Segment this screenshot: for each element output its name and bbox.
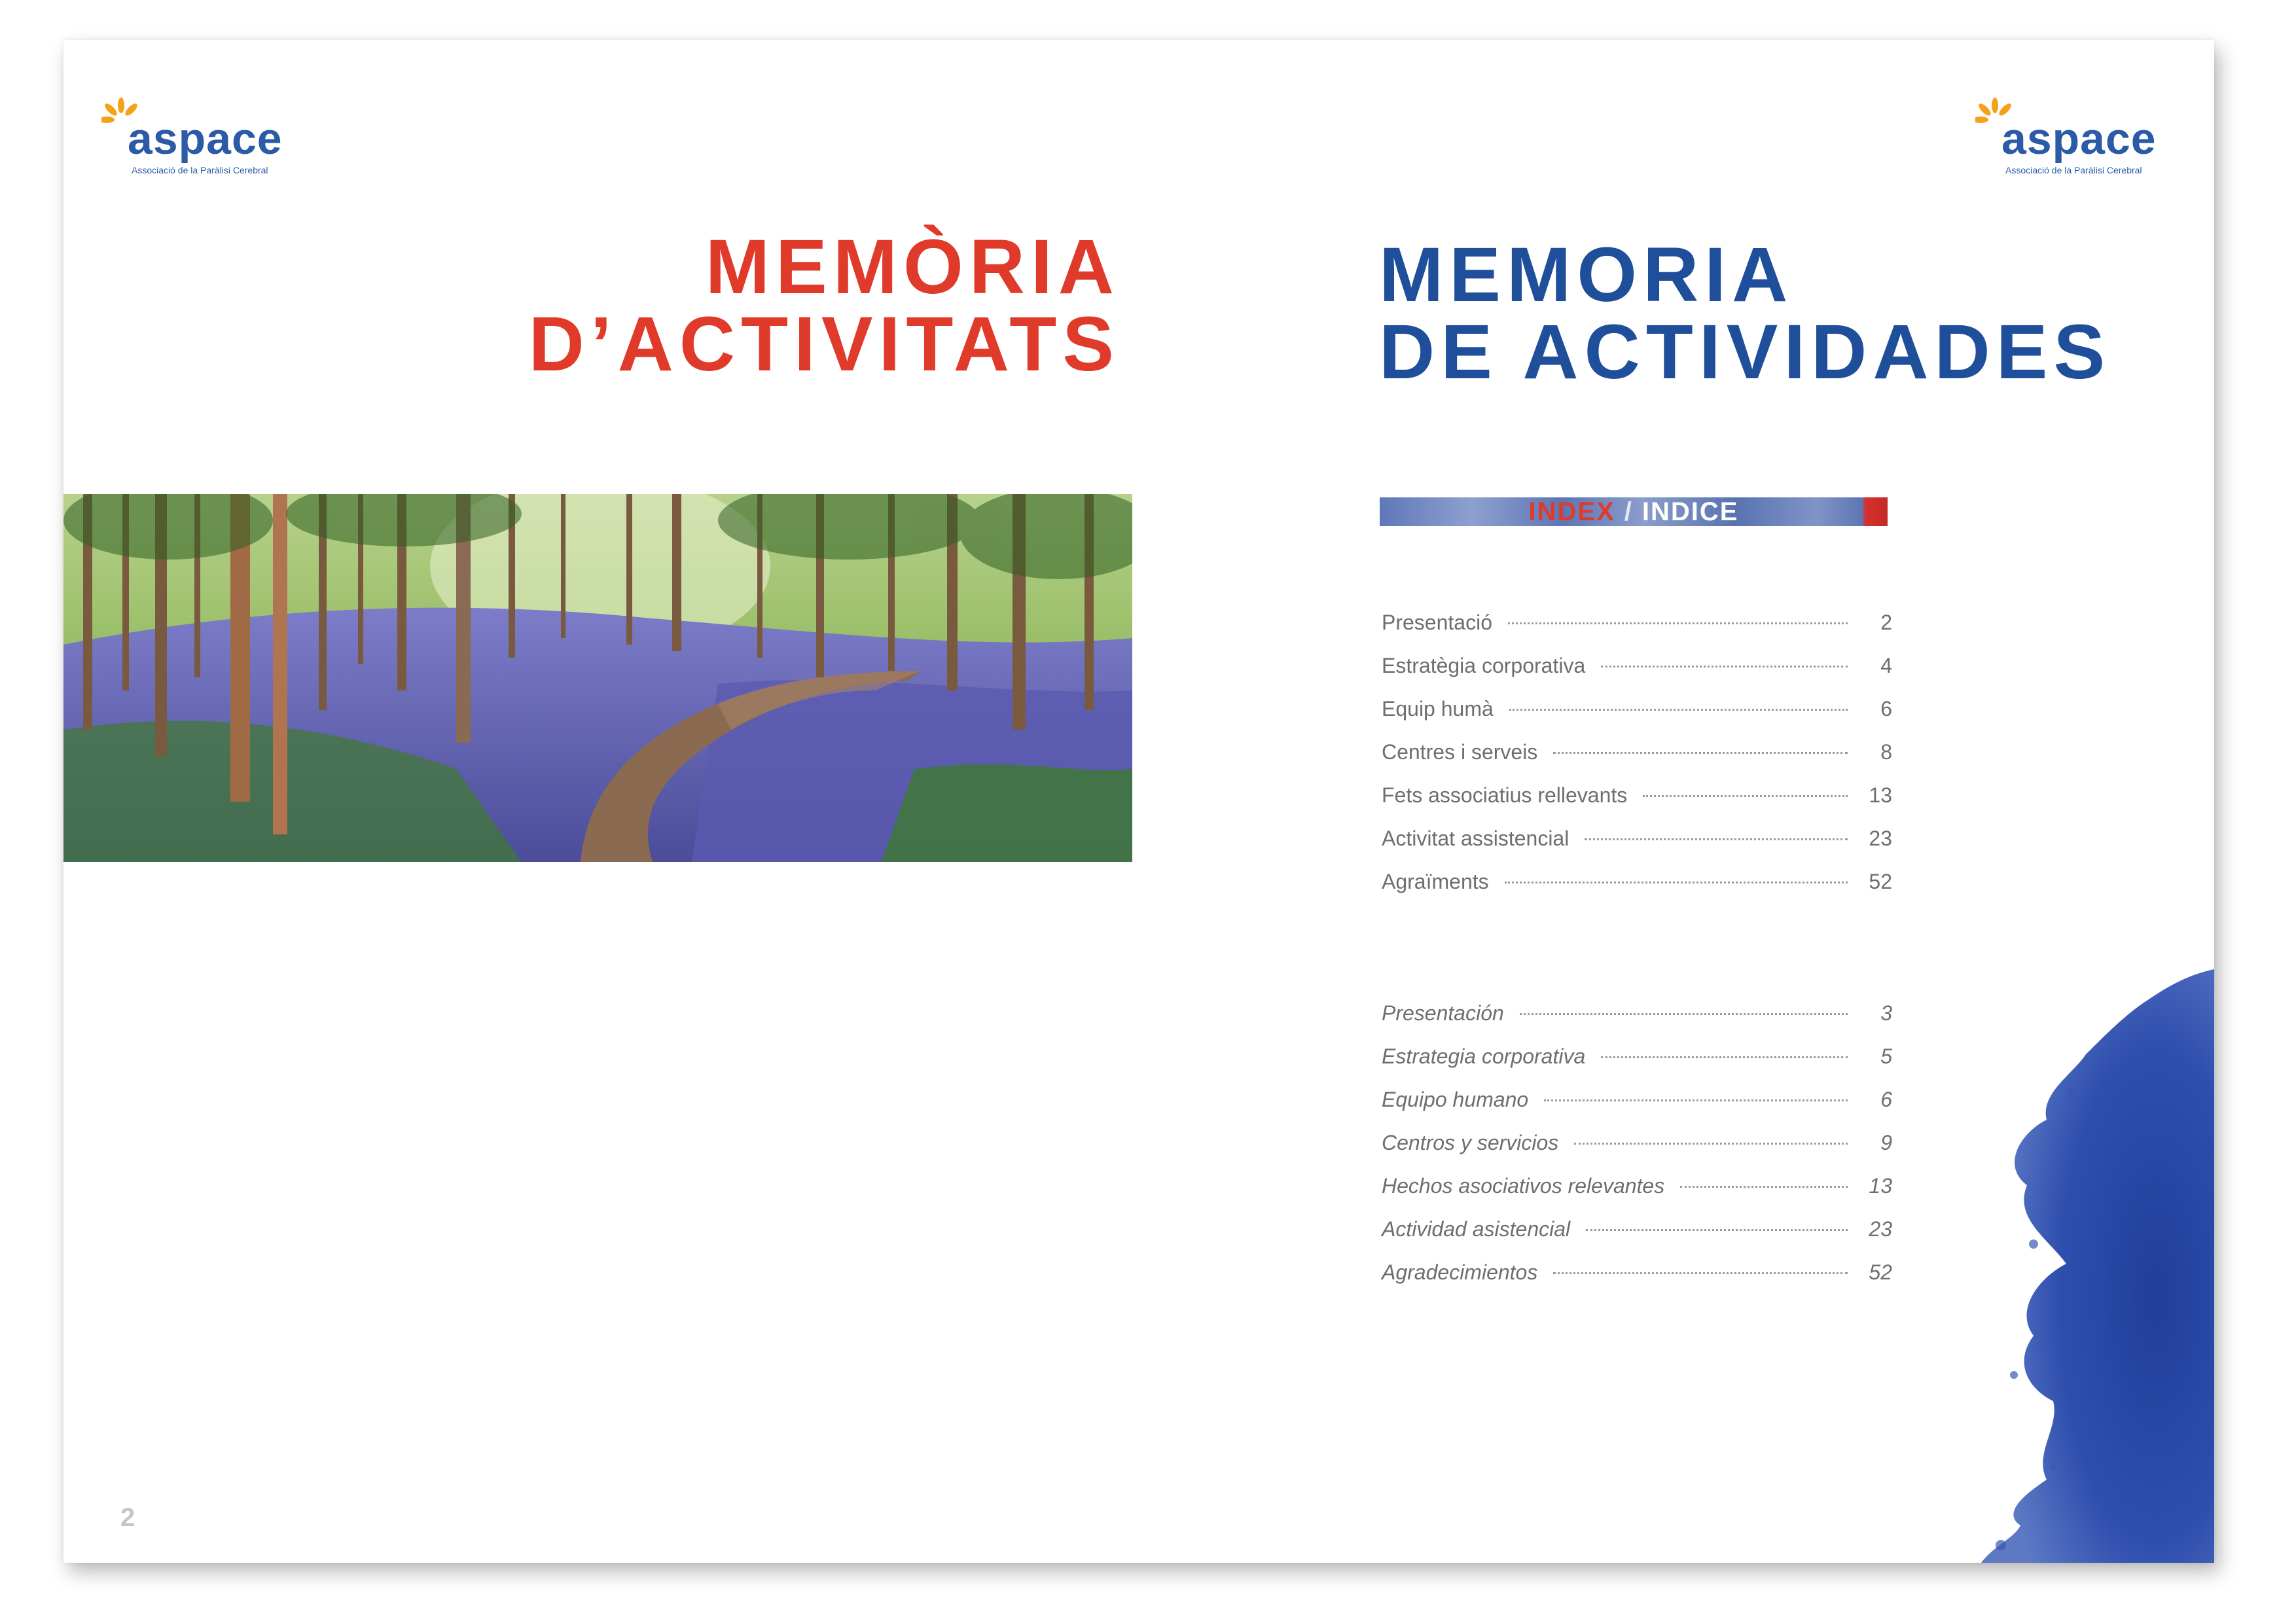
toc-leader-dots bbox=[1505, 882, 1848, 883]
toc-spanish bbox=[1382, 1001, 1892, 1304]
toc-entry-page: 13 bbox=[1869, 783, 1892, 807]
logo-tagline: Associació de la Paràlisi Cerebral bbox=[2005, 165, 2142, 175]
index-banner bbox=[1380, 497, 1888, 526]
title-line-1: MEMORIA bbox=[1379, 232, 1794, 318]
toc-leader-dots bbox=[1544, 1099, 1848, 1101]
toc-entry-label: Estratègia corporativa bbox=[1382, 654, 1586, 677]
logo-tagline: Associació de la Paràlisi Cerebral bbox=[132, 165, 268, 175]
toc-entry-label: Hechos asociativos relevantes bbox=[1382, 1174, 1665, 1198]
title-line-1: MEMÒRIA bbox=[705, 224, 1120, 310]
toc-entry-page: 2 bbox=[1880, 611, 1892, 634]
toc-leader-dots bbox=[1553, 752, 1848, 754]
toc-leader-dots bbox=[1643, 795, 1848, 797]
toc-entry[interactable] bbox=[1382, 1001, 1892, 1044]
toc-entry-page: 52 bbox=[1869, 870, 1892, 893]
toc-entry-page: 23 bbox=[1869, 827, 1892, 850]
toc-entry[interactable] bbox=[1382, 783, 1892, 827]
toc-entry[interactable] bbox=[1382, 870, 1892, 913]
title-line-2: D’ACTIVITATS bbox=[528, 301, 1120, 387]
logo-wordmark: aspace bbox=[128, 114, 283, 164]
toc-entry-label: Equipo humano bbox=[1382, 1088, 1529, 1111]
toc-entry-label: Presentació bbox=[1382, 611, 1492, 634]
toc-entry[interactable] bbox=[1382, 1131, 1892, 1174]
toc-entry-label: Centros y servicios bbox=[1382, 1131, 1559, 1154]
index-label-catalan: INDEX bbox=[1528, 497, 1615, 526]
toc-entry-page: 6 bbox=[1880, 1088, 1892, 1111]
toc-leader-dots bbox=[1553, 1272, 1848, 1274]
toc-entry-page: 8 bbox=[1880, 740, 1892, 764]
toc-entry-label: Fets associatius rellevants bbox=[1382, 783, 1628, 807]
toc-entry-page: 23 bbox=[1869, 1217, 1892, 1241]
bluebell-forest-photo bbox=[63, 494, 1132, 862]
toc-entry-label: Centres i serveis bbox=[1382, 740, 1538, 764]
toc-entry-page: 5 bbox=[1880, 1044, 1892, 1068]
aspace-logo-left bbox=[101, 98, 298, 196]
toc-entry-page: 52 bbox=[1869, 1260, 1892, 1284]
aspace-logo-right bbox=[1975, 98, 2172, 196]
toc-entry[interactable] bbox=[1382, 1174, 1892, 1217]
toc-entry[interactable] bbox=[1382, 611, 1892, 654]
toc-entry-page: 3 bbox=[1880, 1001, 1892, 1025]
toc-entry-label: Presentación bbox=[1382, 1001, 1504, 1025]
toc-leader-dots bbox=[1520, 1013, 1848, 1015]
toc-entry[interactable] bbox=[1382, 1260, 1892, 1304]
document-spread bbox=[63, 40, 2214, 1563]
index-label-spanish: INDICE bbox=[1641, 497, 1739, 526]
toc-entry-label: Actividad asistencial bbox=[1382, 1217, 1571, 1241]
toc-entry-label: Agraïments bbox=[1382, 870, 1489, 893]
toc-leader-dots bbox=[1585, 838, 1848, 840]
toc-entry[interactable] bbox=[1382, 654, 1892, 697]
toc-entry[interactable] bbox=[1382, 827, 1892, 870]
toc-entry-page: 6 bbox=[1880, 697, 1892, 721]
toc-entry-page: 4 bbox=[1880, 654, 1892, 677]
title-line-2: DE ACTIVIDADES bbox=[1379, 309, 2111, 395]
toc-leader-dots bbox=[1680, 1186, 1848, 1188]
toc-entry-label: Equip humà bbox=[1382, 697, 1494, 721]
toc-entry-label: Agradecimientos bbox=[1382, 1260, 1538, 1284]
blue-ink-splash bbox=[1975, 969, 2214, 1563]
index-separator: / bbox=[1624, 497, 1633, 526]
toc-leader-dots bbox=[1601, 1056, 1848, 1058]
toc-entry-page: 13 bbox=[1869, 1174, 1892, 1198]
toc-catalan bbox=[1382, 611, 1892, 913]
toc-entry-label: Estrategia corporativa bbox=[1382, 1044, 1586, 1068]
toc-leader-dots bbox=[1586, 1229, 1848, 1231]
toc-entry[interactable] bbox=[1382, 697, 1892, 740]
toc-entry-page: 9 bbox=[1880, 1131, 1892, 1154]
toc-entry[interactable] bbox=[1382, 1088, 1892, 1131]
page-number: 2 bbox=[120, 1503, 135, 1532]
toc-leader-dots bbox=[1508, 622, 1848, 624]
toc-entry-label: Activitat assistencial bbox=[1382, 827, 1570, 850]
title-catalan bbox=[528, 224, 1120, 387]
toc-entry[interactable] bbox=[1382, 1044, 1892, 1088]
toc-leader-dots bbox=[1574, 1143, 1848, 1145]
toc-entry[interactable] bbox=[1382, 740, 1892, 783]
toc-entry[interactable] bbox=[1382, 1217, 1892, 1260]
toc-leader-dots bbox=[1601, 666, 1848, 668]
toc-leader-dots bbox=[1509, 709, 1848, 711]
title-spanish bbox=[1379, 232, 2111, 395]
logo-wordmark: aspace bbox=[2001, 114, 2157, 164]
